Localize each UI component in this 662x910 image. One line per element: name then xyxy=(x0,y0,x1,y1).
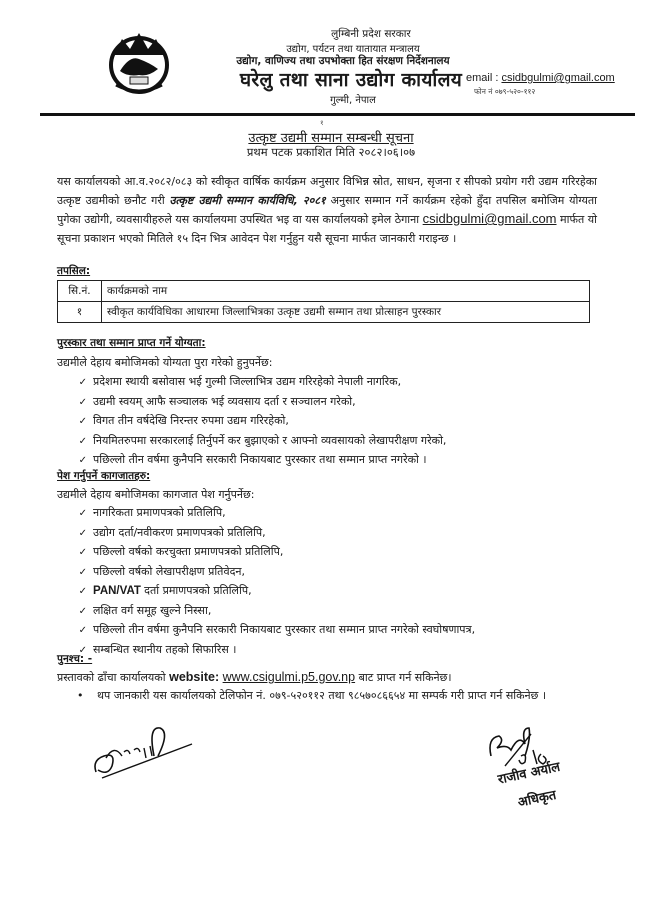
website-label: website: xyxy=(169,670,223,684)
body-email-link[interactable]: csidbgulmi@gmail.com xyxy=(422,211,557,226)
table-row xyxy=(58,302,590,323)
header-office-name: घरेलु तथा साना उद्योग कार्यालय xyxy=(239,69,463,91)
check-icon: ✓ xyxy=(78,396,87,408)
signatory-name: राजीव अर्याल xyxy=(496,759,562,788)
list-item: ✓ पछिल्लो वर्षको लेखापरीक्षण प्रतिवेदन, xyxy=(93,562,475,582)
documents-heading: पेश गर्नुपर्ने कागजातहरु: xyxy=(57,470,151,482)
check-icon: ✓ xyxy=(78,435,87,447)
table-header-row xyxy=(58,281,590,302)
postscript-heading: पुनश्च: - xyxy=(57,653,93,665)
header-phone: फोन नं ०७९-५२०-११२ xyxy=(474,87,536,96)
check-icon: ✓ xyxy=(78,547,87,558)
list-item: ✓ पछिल्लो तीन वर्षमा कुनैपनि सरकारी निकायबाट पुरस्कार तथा सम्मान प्राप्त नगरेको । xyxy=(93,450,446,470)
check-icon: ✓ xyxy=(78,508,87,519)
check-icon: ✓ xyxy=(78,416,87,427)
documents-intro: उद्यमीले देहाय बमोजिमका कागजात पेश गर्नुपर्नेछ: xyxy=(57,488,255,501)
body-procedure-name: उत्कृष्ट उद्यमी सम्मान कार्यविधि, २०८१ xyxy=(169,193,326,207)
list-item: ✓ उद्योग दर्ता/नवीकरण प्रमाणपत्रको प्रतिलिपि, xyxy=(93,523,475,543)
email-link[interactable]: csidbgulmi@gmail.com xyxy=(501,72,615,84)
check-icon: ✓ xyxy=(78,625,87,636)
notice-title: उत्कृष्ट उद्यमी सम्मान सम्बन्धी सूचना xyxy=(248,131,414,146)
list-item: ✓ नागरिकता प्रमाणपत्रको प्रतिलिपि, xyxy=(93,503,475,523)
list-item: ✓ सम्बन्धित स्थानीय तहको सिफारिस । xyxy=(93,640,475,660)
body-text-2: अनुसार सम्मान गर्ने कार्यक्रम रहेको हुँदा तपसिल बमोजिम योग्यता पुगेका उद्योगी, व्यवसायीहरुले यस कार्यालयमा उपस्थित भइ वा यस कार्यालयको इमेल ठेगाना xyxy=(57,193,597,226)
contact-note: • थप जानकारी यस कार्यालयको टेलिफोन नं. ०७९-५२०११२ तथा ९८५७०८६६५४ मा सम्पर्क गरी प्राप्त गर्न सकिनेछ । xyxy=(97,687,597,705)
table-header-program: कार्यक्रमको नाम xyxy=(102,281,590,302)
publication-date: प्रथम पटक प्रकाशित मिति २०८२।०६।०७ xyxy=(246,145,416,159)
list-item: ✓ पछिल्लो तीन वर्षमा कुनैपनि सरकारी निकायबाट पुरस्कार तथा सम्मान प्राप्त नगरेको स्वघोषणापत्र, xyxy=(93,620,475,640)
pan-vat-label: PAN/VAT xyxy=(93,585,145,597)
documents-list xyxy=(78,503,476,659)
eligibility-heading: पुरस्कार तथा सम्मान प्राप्त गर्ने योग्यता: xyxy=(57,337,206,349)
eligibility-list xyxy=(78,372,447,470)
signatory-designation: अधिकृत xyxy=(516,787,558,811)
email-label: email : xyxy=(466,72,502,84)
eligibility-intro: उद्यमीले देहाय बमोजिमको योग्यता पुरा गरेको हुनुपर्नेछ: xyxy=(57,356,273,369)
header-location: गुल्मी, नेपाल xyxy=(330,95,376,106)
list-item: ✓ PAN/VAT दर्ता प्रमाणपत्रको प्रतिलिपि, xyxy=(93,581,475,601)
program-table xyxy=(57,280,590,323)
left-signature-icon xyxy=(88,722,198,782)
header-email xyxy=(466,72,615,84)
header-ministry: उद्योग, पर्यटन तथा यातायात मन्त्रालय xyxy=(286,44,420,55)
stamp-mark: १ xyxy=(320,119,324,127)
list-item: ✓ प्रदेशमा स्थायी बसोवास भई गुल्मी जिल्लाभित्र उद्यम गरिरहेको नेपाली नागरिक, xyxy=(93,372,446,392)
table-cell-sn: १ xyxy=(58,302,102,323)
list-item: ✓ पछिल्लो वर्षको करचुक्ता प्रमाणपत्रको प्रतिलिपि, xyxy=(93,542,475,562)
header-province: लुम्बिनी प्रदेश सरकार xyxy=(331,28,411,40)
schedule-heading: तपसिल: xyxy=(57,265,91,277)
bullet-icon: • xyxy=(77,689,84,702)
list-item: ✓ उद्यमी स्वयम् आफै सञ्चालक भई व्यवसाय दर्ता र सञ्चालन गरेको, xyxy=(93,392,446,412)
check-icon: ✓ xyxy=(78,586,87,597)
website-link[interactable]: www.csigulmi.p5.gov.np xyxy=(222,670,356,684)
check-icon: ✓ xyxy=(78,527,87,539)
header-directorate: उद्योग, वाणिज्य तथा उपभोक्ता हित संरक्षण निर्देशनालय xyxy=(236,55,450,67)
body-text-3: मार्फत यो सूचना प्रकाशन भएको मितिले १५ दिन भित्र आवेदन पेश गर्नुहुन यसै सूचना मार्फत जानकारी गराइन्छ । xyxy=(57,213,597,245)
website-line: प्रस्तावको ढाँचा कार्यालयको website: www.csigulmi.p5.gov.np बाट प्राप्त गर्न सकिनेछ। xyxy=(57,670,452,684)
list-item: ✓ लक्षित वर्ग समूह खुल्ने निस्सा, xyxy=(93,601,475,621)
list-item: ✓ नियमितरुपमा सरकारलाई तिर्नुपर्ने कर बुझाएको र आफ्नो व्यवसायको लेखापरीक्षण गरेको, xyxy=(93,431,446,451)
list-item: ✓ विगत तीन वर्षदेखि निरन्तर रुपमा उद्यम गरिरहेको, xyxy=(93,411,446,431)
check-icon: ✓ xyxy=(78,644,87,656)
body-text-1: यस कार्यालयको आ.व.२०८२/०८३ को स्वीकृत वार्षिक कार्यक्रम अनुसार विभिन्न स्रोत, साधन, सृजना र सीपको प्रयोग गरी उद्यम गरिरहेका उत्कृष्ट उद्यमीको छनौट गरी xyxy=(57,175,597,207)
table-header-sn: सि.नं. xyxy=(58,281,102,302)
check-icon: ✓ xyxy=(78,566,87,578)
notice-body xyxy=(57,173,597,248)
header-divider xyxy=(40,113,635,116)
check-icon: ✓ xyxy=(78,377,87,388)
check-icon: ✓ xyxy=(78,455,87,466)
check-icon: ✓ xyxy=(78,605,87,617)
table-cell-program: स्वीकृत कार्यविधिका आधारमा जिल्लाभित्रका उत्कृष्ट उद्यमी सम्मान तथा प्रोत्साहन पुरस्कार xyxy=(102,302,590,323)
